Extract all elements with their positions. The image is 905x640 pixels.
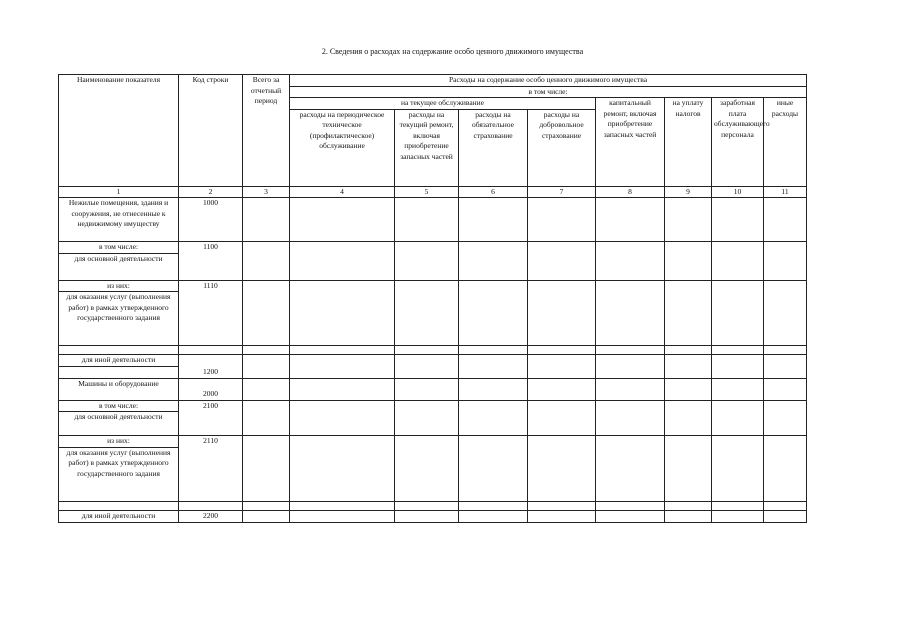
header-total: Всего за отчетный период xyxy=(243,75,290,187)
row-sublabel: из них: xyxy=(59,436,179,448)
header-col9: на уплату налогов xyxy=(665,98,712,187)
row-code: 2200 xyxy=(179,510,243,522)
header-code: Код строки xyxy=(179,75,243,187)
col-number: 8 xyxy=(596,186,665,198)
row-code: 2110 xyxy=(179,436,243,502)
expenses-table xyxy=(58,74,807,523)
header-current: на текущее обслуживание xyxy=(290,98,596,110)
section-title: 2. Сведения о расходах на содержание особо ценного движимого имущества xyxy=(321,47,584,56)
col-number: 9 xyxy=(665,186,712,198)
table-row xyxy=(59,198,807,242)
column-numbers-row xyxy=(59,186,807,198)
col-number: 6 xyxy=(459,186,528,198)
row-label: Машины и оборудование xyxy=(59,378,179,400)
header-col10: заработная плата обслуживающего персонала xyxy=(712,98,764,187)
row-label: для оказания услуг (выполнения работ) в рамках утвержденного государственного задания xyxy=(59,447,179,501)
table-row xyxy=(59,400,807,412)
header-col4: расходы на периодическое техническое (профилактическое) обслуживание xyxy=(290,109,395,186)
table-row xyxy=(59,355,807,367)
table-row xyxy=(59,436,807,448)
table-row xyxy=(59,501,807,510)
row-code: 2100 xyxy=(179,400,243,436)
header-col5: расходы на текущий ремонт, включая приобретение запасных частей xyxy=(395,109,459,186)
row-label: для основной деятельности xyxy=(59,253,179,280)
row-label: Нежилые помещения, здания и сооружения, не отнесенные к недвижимому имуществу xyxy=(59,198,179,242)
row-sublabel: в том числе: xyxy=(59,400,179,412)
table-row xyxy=(59,346,807,355)
col-number: 3 xyxy=(243,186,290,198)
row-sublabel: в том числе: xyxy=(59,242,179,254)
col-number: 7 xyxy=(528,186,596,198)
row-code: 1200 xyxy=(179,355,243,379)
row-code: 1110 xyxy=(179,280,243,346)
row-label: для иной деятельности xyxy=(59,510,179,522)
table-row xyxy=(59,242,807,254)
col-number: 11 xyxy=(764,186,807,198)
col-number: 2 xyxy=(179,186,243,198)
header-including: в том числе: xyxy=(290,86,807,98)
row-code: 2000 xyxy=(179,378,243,400)
header-col7: расходы на добровольное страхование xyxy=(528,109,596,186)
table-row xyxy=(59,510,807,522)
table-row xyxy=(59,378,807,400)
table-row xyxy=(59,280,807,292)
col-number: 10 xyxy=(712,186,764,198)
row-sublabel: из них: xyxy=(59,280,179,292)
header-col11: иные расходы xyxy=(764,98,807,187)
row-code: 1000 xyxy=(179,198,243,242)
row-label: для основной деятельности xyxy=(59,412,179,436)
row-label: для иной деятельности xyxy=(59,355,179,367)
col-number: 1 xyxy=(59,186,179,198)
header-col8: капитальный ремонт, включая приобретение запасных частей xyxy=(596,98,665,187)
header-name: Наименование показателя xyxy=(59,75,179,187)
row-label: для оказания услуг (выполнения работ) в рамках утвержденного государственного задания xyxy=(59,292,179,346)
col-number: 5 xyxy=(395,186,459,198)
header-col6: расходы на обязательное страхование xyxy=(459,109,528,186)
col-number: 4 xyxy=(290,186,395,198)
header-expenses: Расходы на содержание особо ценного движимого имущества xyxy=(290,75,807,87)
row-code: 1100 xyxy=(179,242,243,281)
